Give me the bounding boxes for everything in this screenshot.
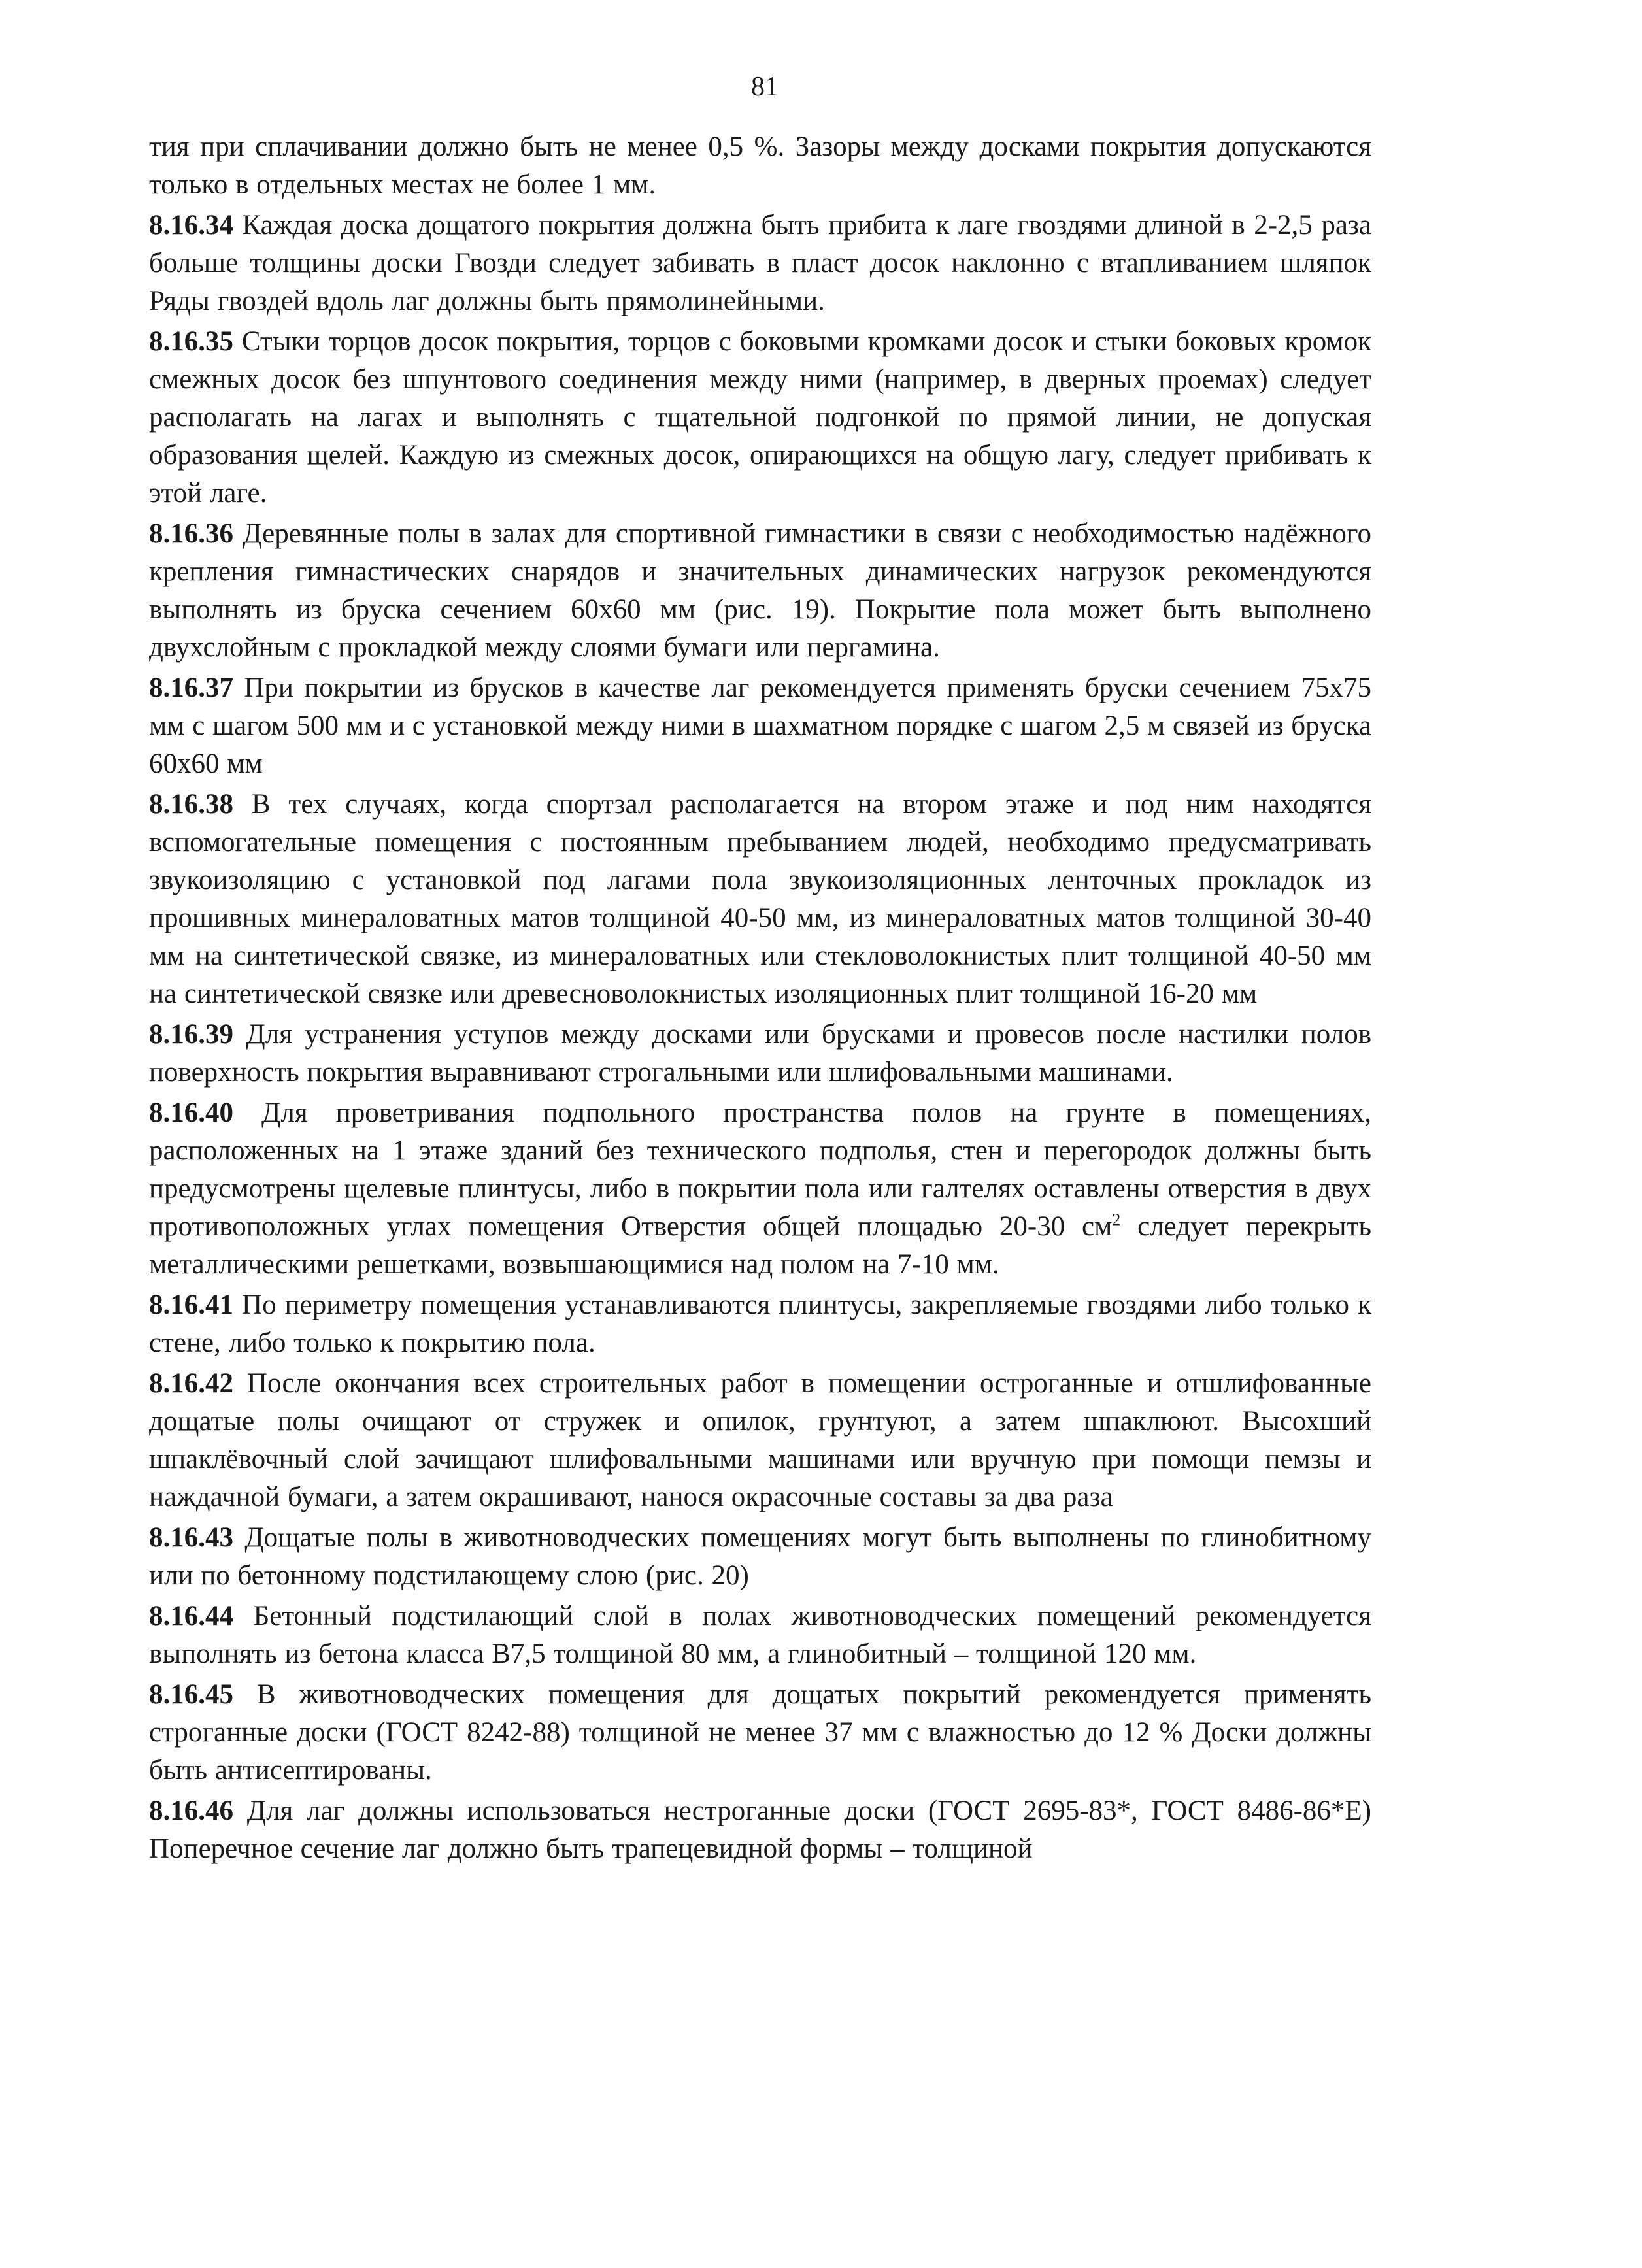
paragraph-8-16-42 <box>149 1365 1371 1516</box>
paragraph-8-16-41 <box>149 1286 1371 1362</box>
clause-number: 8.16.36 <box>149 518 233 549</box>
paragraph-text: В животноводческих помещения для дощатых покрытий рекомендуется применять строганные доски (ГОСТ 8242-88) толщиной не менее 37 мм с влажностью до 12 % Доски должны быть антисептированы. <box>149 1679 1371 1786</box>
paragraph-8-16-36 <box>149 515 1371 667</box>
paragraph-8-16-34 <box>149 207 1371 320</box>
clause-number: 8.16.37 <box>149 673 233 703</box>
paragraph-text: Для проветривания подпольного пространства полов на грунте в помещениях, расположенных на 1 этаже зданий без технического подполья, стен и перегородок должны быть предусмотрены щелевые плинтусы, либо в покрытии пола или галтелях оставлены отверстия в двух противоположных углах помещения Отверстия общей площадью 20-30 см <box>149 1097 1371 1242</box>
paragraph-text: По периметру помещения устанавливаются плинтусы, закрепляемые гвоздями либо только к стене, либо только к покрытию пола. <box>149 1290 1371 1358</box>
paragraph-text-tail: следует перекрыть металлическими решетками, возвышающимися над полом на 7-10 мм. <box>149 1211 1371 1280</box>
clause-number: 8.16.38 <box>149 789 233 820</box>
paragraph-text: После окончания всех строительных работ в помещении остроганные и отшлифованные дощатые полы очищают от стружек и опилок, грунтуют, а затем шпаклюют. Высохший шпаклёвочный слой зачищают шлифовальными машинами или вручную при помощи пемзы и наждачной бумаги, а затем окрашивают, нанося окрасочные составы за два раза <box>149 1368 1371 1512</box>
paragraph-text: Бетонный подстилающий слой в полах животноводческих помещений рекомендуется выполнять из бетона класса В7,5 толщиной 80 мм, а глинобитный – толщиной 120 мм. <box>149 1601 1371 1669</box>
paragraph-continuation <box>149 128 1371 204</box>
clause-number: 8.16.39 <box>149 1019 233 1050</box>
paragraph-8-16-46 <box>149 1792 1371 1868</box>
paragraph-text: В тех случаях, когда спортзал располагается на втором этаже и под ним находятся вспомогательные помещения с постоянным пребыванием людей, необходимо предусматривать звукоизоляцию с установкой под лагами пола звукоизоляционных ленточных прокладок из прошивных минераловатных матов толщиной 40-50 мм, из минераловатных матов толщиной 30-40 мм на синтетической связке, из минераловатных или стекловолокнистых плит толщиной 40-50 мм на синтетической связке или древесноволокнистых изоляционных плит толщиной 16-20 мм <box>149 789 1371 1009</box>
clause-number: 8.16.40 <box>149 1097 233 1128</box>
page-number: 81 <box>751 72 779 102</box>
clause-number: 8.16.41 <box>149 1290 233 1320</box>
paragraph-text: тия при сплачивании должно быть не менее 0,5 %. Зазоры между досками покрытия допускаются только в отдельных местах не более 1 мм. <box>149 131 1371 200</box>
clause-number: 8.16.43 <box>149 1522 233 1553</box>
paragraph-text: При покрытии из брусков в качестве лаг рекомендуется применять бруски сечением 75х75 мм с шагом 500 мм и с установкой между ними в шахматном порядке с шагом 2,5 м связей из бруска 60х60 мм <box>149 673 1371 779</box>
paragraph-8-16-43 <box>149 1519 1371 1595</box>
paragraph-text: Для устранения уступов между досками или брусками и провесов после настилки полов поверхность покрытия выравнивают строгальными или шлифовальными машинами. <box>149 1019 1371 1088</box>
clause-number: 8.16.44 <box>149 1601 233 1631</box>
paragraph-8-16-38 <box>149 786 1371 1013</box>
clause-number: 8.16.45 <box>149 1679 233 1710</box>
paragraph-8-16-35 <box>149 323 1371 512</box>
paragraph-8-16-37 <box>149 669 1371 783</box>
paragraph-text: Для лаг должны использоваться нестроганные доски (ГОСТ 2695-83*, ГОСТ 8486-86*Е) Поперечное сечение лаг должно быть трапецевидной формы – толщиной <box>149 1795 1371 1864</box>
paragraph-8-16-45 <box>149 1676 1371 1790</box>
page-body <box>149 128 1371 1871</box>
superscript: 2 <box>1112 1210 1121 1229</box>
paragraph-text: Дощатые полы в животноводческих помещениях могут быть выполнены по глинобитному или по бетонному подстилающему слою (рис. 20) <box>149 1522 1371 1591</box>
paragraph-8-16-40 <box>149 1094 1371 1284</box>
paragraph-text: Каждая доска дощатого покрытия должна быть прибита к лаге гвоздями длиной в 2-2,5 раза больше толщины доски Гвозди следует забивать в пласт досок наклонно с втапливанием шляпок Ряды гвоздей вдоль лаг должны быть прямолинейными. <box>149 210 1371 316</box>
clause-number: 8.16.42 <box>149 1368 233 1399</box>
clause-number: 8.16.34 <box>149 210 233 241</box>
paragraph-text: Деревянные полы в залах для спортивной гимнастики в связи с необходимостью надёжного крепления гимнастических снарядов и значительных динамических нагрузок рекомендуются выполнять из бруска сечением 60х60 мм (рис. 19). Покрытие пола может быть выполнено двухслойным с прокладкой между слоями бумаги или пергамина. <box>149 518 1371 663</box>
clause-number: 8.16.35 <box>149 326 233 357</box>
paragraph-8-16-39 <box>149 1016 1371 1092</box>
clause-number: 8.16.46 <box>149 1795 233 1826</box>
paragraph-8-16-44 <box>149 1597 1371 1673</box>
paragraph-text: Стыки торцов досок покрытия, торцов с боковыми кромками досок и стыки боковых кромок смежных досок без шпунтового соединения между ними (например, в дверных проемах) следует располагать на лагах и выполнять с тщательной подгонкой по прямой линии, не допуская образования щелей. Каждую из смежных досок, опирающихся на общую лагу, следует прибивать к этой лаге. <box>149 326 1371 509</box>
